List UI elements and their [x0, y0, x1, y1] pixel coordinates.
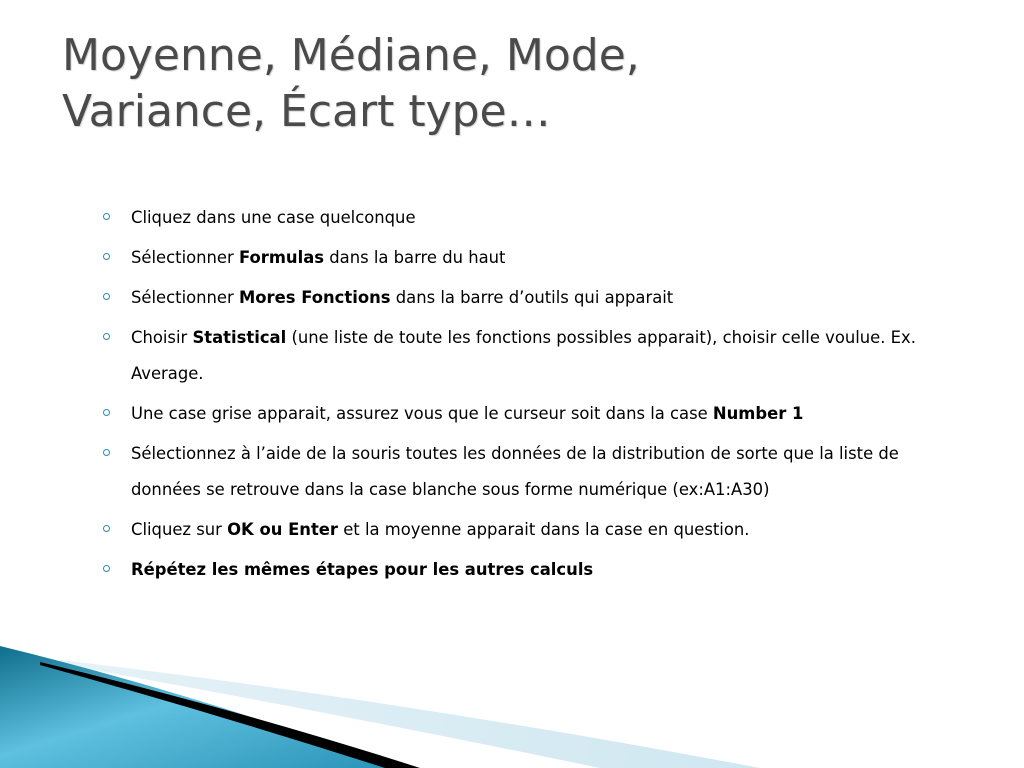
- bullet-item: [100, 512, 970, 548]
- bullet-bold-text: Formulas: [238, 248, 325, 267]
- bullet-item: [100, 396, 970, 432]
- bullet-item: [100, 240, 970, 276]
- bullet-circle-icon: [103, 213, 110, 220]
- bullet-text: Cliquez sur: [131, 520, 228, 539]
- bullet-circle-icon: [103, 253, 110, 260]
- bullet-text: dans la barre du haut: [324, 248, 506, 267]
- decorative-corner-swoosh: [0, 640, 1024, 768]
- slide-title-line-1: Moyenne, Médiane, Mode,: [62, 30, 640, 81]
- bullet-circle-icon: [103, 565, 110, 572]
- bullet-text: Cliquez dans une case quelconque: [131, 208, 416, 227]
- bullet-text: Sélectionner: [131, 248, 239, 267]
- bullet-text: (une liste de toute les fonctions possibles apparait), choisir celle voulue. Ex. Average.: [131, 328, 916, 383]
- bullet-bold-text: Répétez les mêmes étapes pour les autres calculs: [131, 560, 594, 579]
- bullet-circle-icon: [103, 333, 110, 340]
- bullet-bold-text: Number 1: [712, 404, 804, 423]
- bullet-circle-icon: [103, 409, 110, 416]
- bullet-item: [100, 552, 970, 588]
- bullet-text: Une case grise apparait, assurez vous que le curseur soit dans la case: [131, 404, 713, 423]
- bullet-list: [100, 200, 970, 592]
- bullet-text: Sélectionner: [131, 288, 239, 307]
- bullet-item: [100, 436, 970, 508]
- bullet-item: [100, 320, 970, 392]
- bullet-bold-text: Mores Fonctions: [238, 288, 391, 307]
- slide-title-line-2: Variance, Écart type…: [62, 86, 551, 137]
- bullet-bold-text: Statistical: [192, 328, 287, 347]
- bullet-bold-text: OK ou Enter: [227, 520, 339, 539]
- bullet-text: et la moyenne apparait dans la case en question.: [338, 520, 750, 539]
- bullet-circle-icon: [103, 449, 110, 456]
- bullet-item: [100, 200, 970, 236]
- bullet-text: Sélectionnez à l’aide de la souris toutes les données de la distribution de sorte que la liste de données se retrouve dans la case blanche sous forme numérique (ex:A1:A30): [131, 444, 899, 499]
- bullet-text: dans la barre d’outils qui apparait: [390, 288, 674, 307]
- bullet-circle-icon: [103, 525, 110, 532]
- bullet-text: Choisir: [131, 328, 193, 347]
- bullet-circle-icon: [103, 293, 110, 300]
- slide-title: [62, 28, 962, 140]
- bullet-item: [100, 280, 970, 316]
